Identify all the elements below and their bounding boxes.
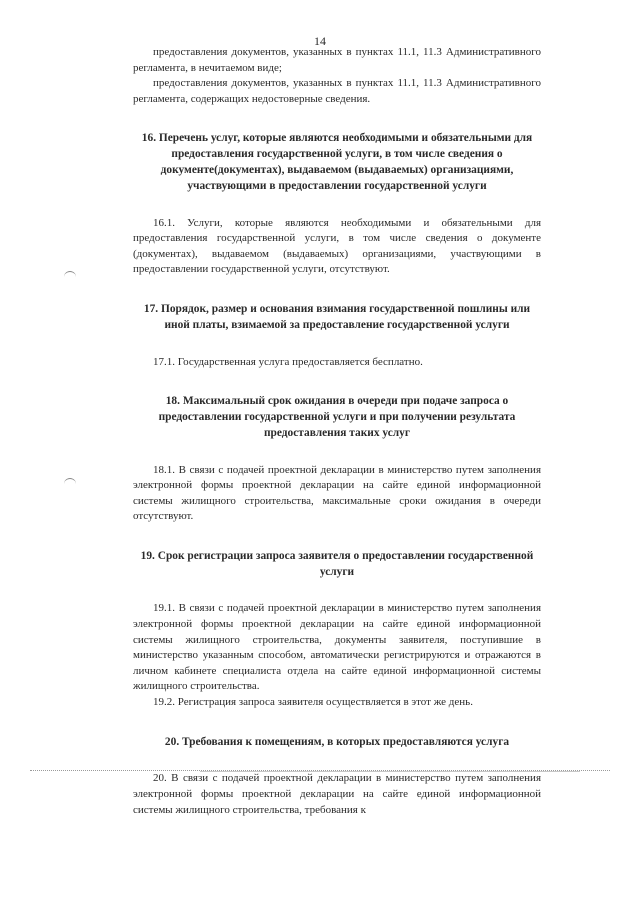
document-body bbox=[133, 45, 541, 818]
section-heading-19: 19. Срок регистрации запроса заявителя о предоставлении государственной услуги bbox=[140, 549, 534, 578]
paragraph-19-1: 19.1. В связи с подачей проектной декларации в министерство путем заполнения электронной формы проектной декларации на сайте единой информационной системы жилищного строительства, документы заявителя, поступившие в министерство указанным способом, автоматически регистрируются и отражаются в личном кабинете специалиста отдела на сайте единой информационной системы жилищного строительства. bbox=[133, 602, 541, 693]
paragraph-17-1: 17.1. Государственная услуга предоставляется бесплатно. bbox=[153, 355, 423, 368]
scan-edge-line bbox=[200, 771, 580, 772]
section-heading-17: 17. Порядок, размер и основания взимания государственной пошлины или иной платы, взимаемой за предоставление государственной услуги bbox=[143, 302, 531, 331]
section-heading-20: 20. Требования к помещениям, в которых предоставляются услуга bbox=[164, 735, 510, 748]
page-number: 14 bbox=[314, 34, 326, 48]
paragraph-19-2: 19.2. Регистрация запроса заявителя осуществляется в этот же день. bbox=[153, 696, 473, 709]
list-item: предоставления документов, указанных в пунктах 11.1, 11.3 Административного регламента, содержащих недостоверные сведения. bbox=[133, 77, 541, 105]
margin-mark bbox=[64, 271, 76, 278]
margin-mark bbox=[64, 478, 76, 485]
section-heading-18: 18. Максимальный срок ожидания в очереди при подаче запроса о предоставлении государственной услуги и при получении результата предоставления таких услуг bbox=[158, 395, 516, 439]
section-heading-16: 16. Перечень услуг, которые являются необходимыми и обязательными для предоставления государственной услуги, в том числе сведения о документе(документах), выдаваемом (выдаваемых) организациями, участвующими в предоставлении государственной услуги bbox=[141, 132, 533, 192]
paragraph-16-1: 16.1. Услуги, которые являются необходимыми и обязательными для предоставления государственной услуги, в том числе сведения о документе (документах), выдаваемом (выдаваемых) организациями, участвующими в предоставлении государственной услуги, отсутствуют. bbox=[133, 216, 541, 276]
paragraph-20: 20. В связи с подачей проектной декларации в министерство путем заполнения электронной формы проектной декларации на сайте единой информационной системы жилищного строительства, требования к bbox=[133, 772, 541, 816]
list-item: предоставления документов, указанных в пунктах 11.1, 11.3 Административного регламента, в нечитаемом виде; bbox=[133, 46, 541, 74]
paragraph-18-1: 18.1. В связи с подачей проектной декларации в министерство путем заполнения электронной формы проектной декларации на сайте единой информационной системы жилищного строительства, максимальные сроки ожидания в очереди отсутствуют. bbox=[133, 463, 541, 523]
